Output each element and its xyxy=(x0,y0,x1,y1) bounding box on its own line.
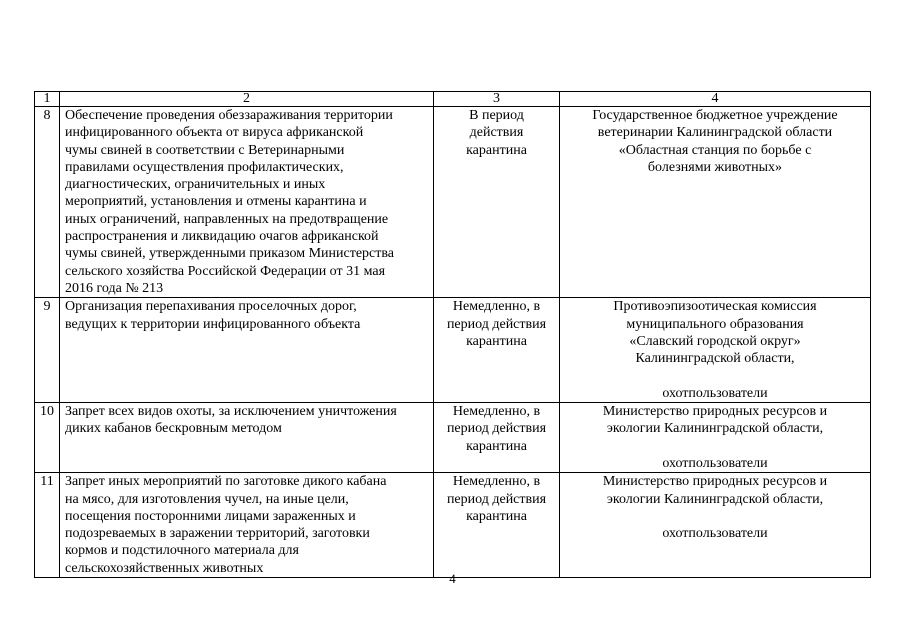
responsible-party-line: Противоэпизоотическая комиссия xyxy=(613,299,817,315)
responsible-party-line: экологии Калининградской области, xyxy=(606,421,824,437)
measure-description-line: мероприятий, установления и отмены карантина и xyxy=(65,194,367,210)
measure-description-line: посещения посторонними лицами зараженных и xyxy=(65,508,356,524)
measure-description-line: инфицированного объекта от вируса африканской xyxy=(65,125,364,141)
execution-term-line: карантина xyxy=(466,508,527,524)
measure-description-line: Запрет иных мероприятий по заготовке дикого кабана xyxy=(65,474,387,490)
execution-term-line: период действия xyxy=(446,316,547,332)
measure-description-line: 2016 года № 213 xyxy=(65,280,164,296)
header-cell-3: 3 xyxy=(434,92,560,107)
measure-description-line: подозреваемых в заражении территорий, заготовки xyxy=(65,526,370,542)
execution-term-line: период действия xyxy=(446,421,547,437)
responsible-party-line: «Славский городской округ» xyxy=(629,333,801,349)
table-row xyxy=(35,473,871,578)
measure-description xyxy=(60,473,434,578)
execution-term-line: Немедленно, в xyxy=(452,299,541,315)
measure-description-line: Организация перепахивания проселочных дорог, xyxy=(65,299,357,315)
responsible-party-line: «Областная станция по борьбе с xyxy=(618,142,812,158)
measure-description-line: чумы свиней, утвержденными приказом Министерства xyxy=(65,246,395,262)
responsible-party-line: Калининградской области, xyxy=(635,351,795,367)
execution-term xyxy=(434,403,560,473)
responsible-party-line: охотпользователи xyxy=(662,526,768,542)
row-number: 8 xyxy=(35,107,60,298)
measure-description-line: на мясо, для изготовления чучел, на иные цели, xyxy=(65,491,349,507)
header-cell-2: 2 xyxy=(60,92,434,107)
execution-term-line: В период xyxy=(469,108,524,123)
execution-term-line: карантина xyxy=(466,438,527,454)
responsible-party-line: охотпользователи xyxy=(662,455,768,471)
responsible-party-line: Министерство природных ресурсов и xyxy=(602,474,828,490)
responsible-party-line: Государственное бюджетное учреждение xyxy=(592,108,838,123)
row-number: 11 xyxy=(35,473,60,578)
measure-description xyxy=(60,298,434,403)
measure-description-line: диких кабанов бескровным методом xyxy=(65,421,282,437)
table-row xyxy=(35,107,871,298)
measure-description-line: Обеспечение проведения обеззараживания территории xyxy=(65,108,393,123)
measure-description-line: сельского хозяйства Российской Федерации от 31 мая xyxy=(65,263,386,279)
page-number: 4 xyxy=(449,571,456,586)
responsible-party-line xyxy=(565,438,865,455)
measure-description xyxy=(60,107,434,298)
measure-description-line: кормов и подстилочного материала для xyxy=(65,543,299,559)
responsible-party xyxy=(560,298,871,403)
responsible-party-line: охотпользователи xyxy=(662,385,768,401)
measure-description-line: ведущих к территории инфицированного объекта xyxy=(65,316,361,332)
measure-description-line: правилами осуществления профилактических, xyxy=(65,159,344,175)
row-number: 10 xyxy=(35,403,60,473)
header-cell-1: 1 xyxy=(35,92,60,107)
execution-term-line: период действия xyxy=(446,491,547,507)
measures-table xyxy=(34,91,871,578)
responsible-party-line: болезнями животных» xyxy=(647,159,783,175)
responsible-party-line: Министерство природных ресурсов и xyxy=(602,404,828,420)
table-header-row xyxy=(35,92,871,107)
execution-term xyxy=(434,298,560,403)
responsible-party-line: экологии Калининградской области, xyxy=(606,491,824,507)
measure-description-line: диагностических, ограничительных и иных xyxy=(65,177,326,193)
measure-description-line: иных ограничений, направленных на предотвращение xyxy=(65,211,389,227)
execution-term xyxy=(434,473,560,578)
responsible-party-line: муниципального образования xyxy=(626,316,804,332)
measure-description-line: Запрет всех видов охоты, за исключением уничтожения xyxy=(65,404,397,420)
measure-description-line: сельскохозяйственных животных xyxy=(65,560,264,576)
responsible-party xyxy=(560,473,871,578)
responsible-party-line xyxy=(565,367,865,384)
execution-term-line: Немедленно, в xyxy=(452,474,541,490)
measure-description-line: чумы свиней в соответствии с Ветеринарными xyxy=(65,142,345,158)
responsible-party-line: ветеринарии Калининградской области xyxy=(597,125,833,141)
execution-term-line: Немедленно, в xyxy=(452,404,541,420)
measure-description-line: распространения и ликвидацию очагов африканской xyxy=(65,229,379,245)
execution-term-line: карантина xyxy=(466,142,527,158)
execution-term xyxy=(434,107,560,298)
responsible-party xyxy=(560,107,871,298)
table-row xyxy=(35,403,871,473)
table-row xyxy=(35,298,871,403)
header-cell-4: 4 xyxy=(560,92,871,107)
execution-term-line: действия xyxy=(469,125,524,141)
execution-term-line: карантина xyxy=(466,333,527,349)
row-number: 9 xyxy=(35,298,60,403)
responsible-party-line xyxy=(565,508,865,525)
measure-description xyxy=(60,403,434,473)
responsible-party xyxy=(560,403,871,473)
